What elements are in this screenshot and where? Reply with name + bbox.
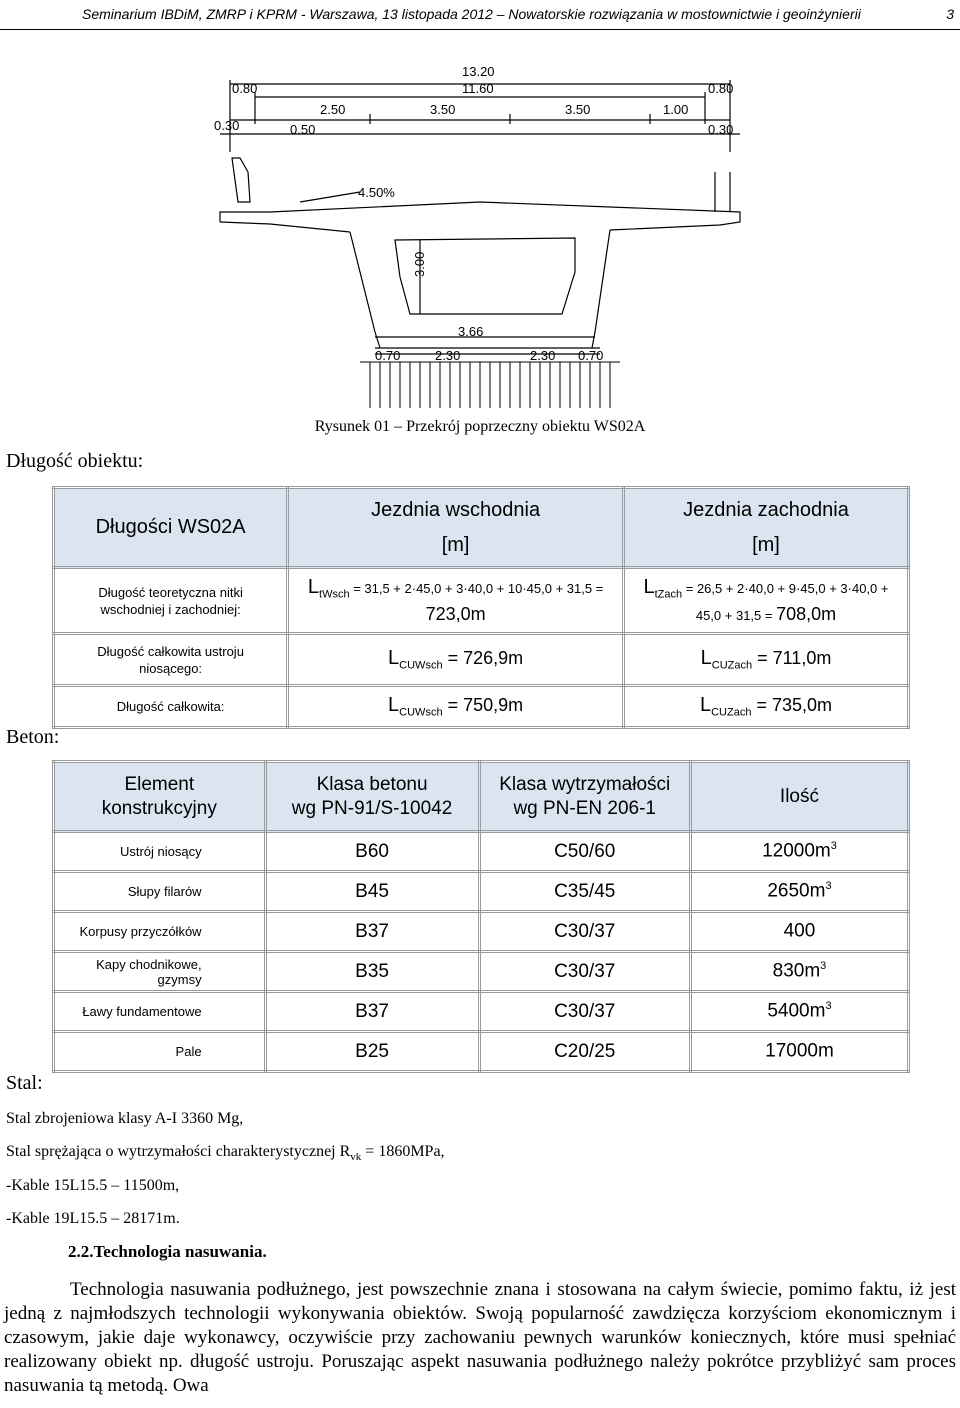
klasa-cell: B25 [265, 1032, 479, 1072]
element-cell: Korpusy przyczółków [54, 912, 266, 952]
pn-cell: C30/37 [479, 952, 690, 992]
concrete-head-c1: Element konstrukcyjny [54, 762, 266, 832]
section-title: 2.2.Technologia nasuwania. [68, 1242, 267, 1261]
dim-right-cant: 0.30 [708, 122, 734, 137]
lengths-head-c1: Długości WS02A [54, 488, 288, 568]
qty-cell: $5400m^3$ [690, 992, 908, 1032]
table-row [54, 568, 909, 634]
label-beton: Beton: [6, 726, 60, 748]
row-value-west: $L_{tZach} = 26,5 + 2\cdot 40,0 + 9\cdot 45,0 + 3\cdot 40,0$ + 45,0 + 31,5 = 708,0m [623, 568, 908, 634]
dim-lane-mid2: 3.50 [565, 102, 591, 117]
element-cell: Słupy filarów [54, 872, 266, 912]
element-cell: Ławy fundamentowe [54, 992, 266, 1032]
dim-base-b: 2.30 [435, 348, 461, 363]
dim-lane-mid1: 3.50 [430, 102, 456, 117]
pn-cell: C30/37 [479, 912, 690, 952]
dim-left-edge: 0.80 [232, 81, 258, 96]
dim-slope: 4.50% [358, 185, 395, 200]
steel-line-3: -Kable 15L15.5 – 11500m, [6, 1177, 180, 1194]
element-cell: Ustrój niosący [54, 832, 266, 872]
qty-cell: $830m^3$ [690, 952, 908, 992]
steel-line-4: -Kable 19L15.5 – 28171m. [6, 1210, 180, 1227]
table-row [54, 1032, 909, 1072]
element-cell: Pale [54, 1032, 266, 1072]
steel-line-1: Stal zbrojeniowa klasy A-I 3360 Mg, [6, 1110, 244, 1127]
dim-right-edge: 0.80 [708, 81, 734, 96]
dim-base-c: 2.30 [530, 348, 556, 363]
klasa-cell: B37 [265, 992, 479, 1032]
dim-left-inner: 0.50 [290, 122, 316, 137]
klasa-cell: B45 [265, 872, 479, 912]
row-label: Długość całkowita ustroju niosącego: [54, 634, 288, 686]
row-label: Długość całkowita: [54, 686, 288, 728]
pn-cell: C30/37 [479, 992, 690, 1032]
dim-lane-left: 2.50 [320, 102, 346, 117]
dim-total: 13.20 [462, 64, 495, 79]
qty-cell: 17000m [690, 1032, 908, 1072]
table-row [54, 872, 909, 912]
table-row [54, 952, 909, 992]
concrete-head-c3: Klasa wytrzymałości wg PN-EN 206-1 [479, 762, 690, 832]
qty-cell: $2650m^3$ [690, 872, 908, 912]
qty-cell: $12000m^3$ [690, 832, 908, 872]
table-row [54, 634, 909, 686]
table-row [54, 912, 909, 952]
dim-shoulder: 1.00 [663, 102, 689, 117]
pn-cell: C50/60 [479, 832, 690, 872]
table-row [54, 686, 909, 728]
pn-cell: C35/45 [479, 872, 690, 912]
table-row [54, 992, 909, 1032]
row-value-west: $L_{CUZach} = 735,0m$ [623, 686, 908, 728]
klasa-cell: B35 [265, 952, 479, 992]
lengths-head-c3: Jezdnia zachodnia [m] [623, 488, 908, 568]
dim-left-cant: 0.30 [214, 118, 240, 133]
dim-bottom-width: 3.66 [458, 324, 484, 339]
row-value-east: $L_{CUWsch} = 726,9m$ [288, 634, 624, 686]
dim-height: 3.00 [412, 251, 427, 277]
dim-base-d: 0.70 [578, 348, 604, 363]
figure-caption: Rysunek 01 – Przekrój poprzeczny obiektu WS02A [314, 418, 646, 435]
klasa-cell: B60 [265, 832, 479, 872]
label-dlugosc: Długość obiektu: [6, 450, 144, 472]
label-stal: Stal: [6, 1072, 43, 1094]
steel-line-2: Stal sprężająca o wytrzymałości charakterystycznej $R_{vk} = 1860MPa$, [6, 1143, 445, 1164]
dim-inner: 11.60 [462, 81, 494, 96]
row-value-east: $L_{tWsch} = 31,5 + 2\cdot 45,0 + 3\cdot 40,0 + 10\cdot 45,0 + 31,5$ = 723,0m [288, 568, 624, 634]
qty-cell: 400 [690, 912, 908, 952]
concrete-table [52, 760, 910, 1073]
pn-cell: C20/25 [479, 1032, 690, 1072]
cross-section-drawing [210, 62, 750, 408]
lengths-table [52, 486, 910, 729]
page-header [0, 0, 960, 30]
concrete-head-c2: Klasa betonu wg PN-91/S-10042 [265, 762, 479, 832]
row-value-west: $L_{CUZach} = 711,0m$ [623, 634, 908, 686]
header-text: Seminarium IBDiM, ZMRP i KPRM - Warszawa, 13 listopada 2012 – Nowatorskie rozwiązania w mostownictwie i geoinżynierii [82, 6, 861, 22]
table-row [54, 832, 909, 872]
concrete-head-c4: Ilość [690, 762, 908, 832]
section-text: Technologia nasuwania podłużnego, jest powszechnie znana i stosowana na całym świecie, pomimo faktu, iż jest jedną z najmłodszych technologii wykonywania obiektów. Swoją popularność zawdzięcza korzyściom ekonomicznym i czasowym, jakie daje wykonawcy, oczywiście przy zachowaniu pewnych warunków koniecznych, które musi spełniać realizowany obiekt np. długość ustroju. Poruszając aspekt nasuwania podłużnego należy pokrótce przybliżyć sam proces nasuwania tą metodą. Owa [4, 1279, 956, 1396]
element-cell: Kapy chodnikowe, gzymsy [54, 952, 266, 992]
row-label: Długość teoretyczna nitki wschodniej i zachodniej: [54, 568, 288, 634]
table-row [54, 762, 909, 832]
klasa-cell: B37 [265, 912, 479, 952]
dim-base-a: 0.70 [375, 348, 401, 363]
row-value-east: $L_{CUWsch} = 750,9m$ [288, 686, 624, 728]
page-number: 3 [946, 6, 954, 22]
table-row [54, 488, 909, 568]
lengths-head-c2: Jezdnia wschodnia [m] [288, 488, 624, 568]
